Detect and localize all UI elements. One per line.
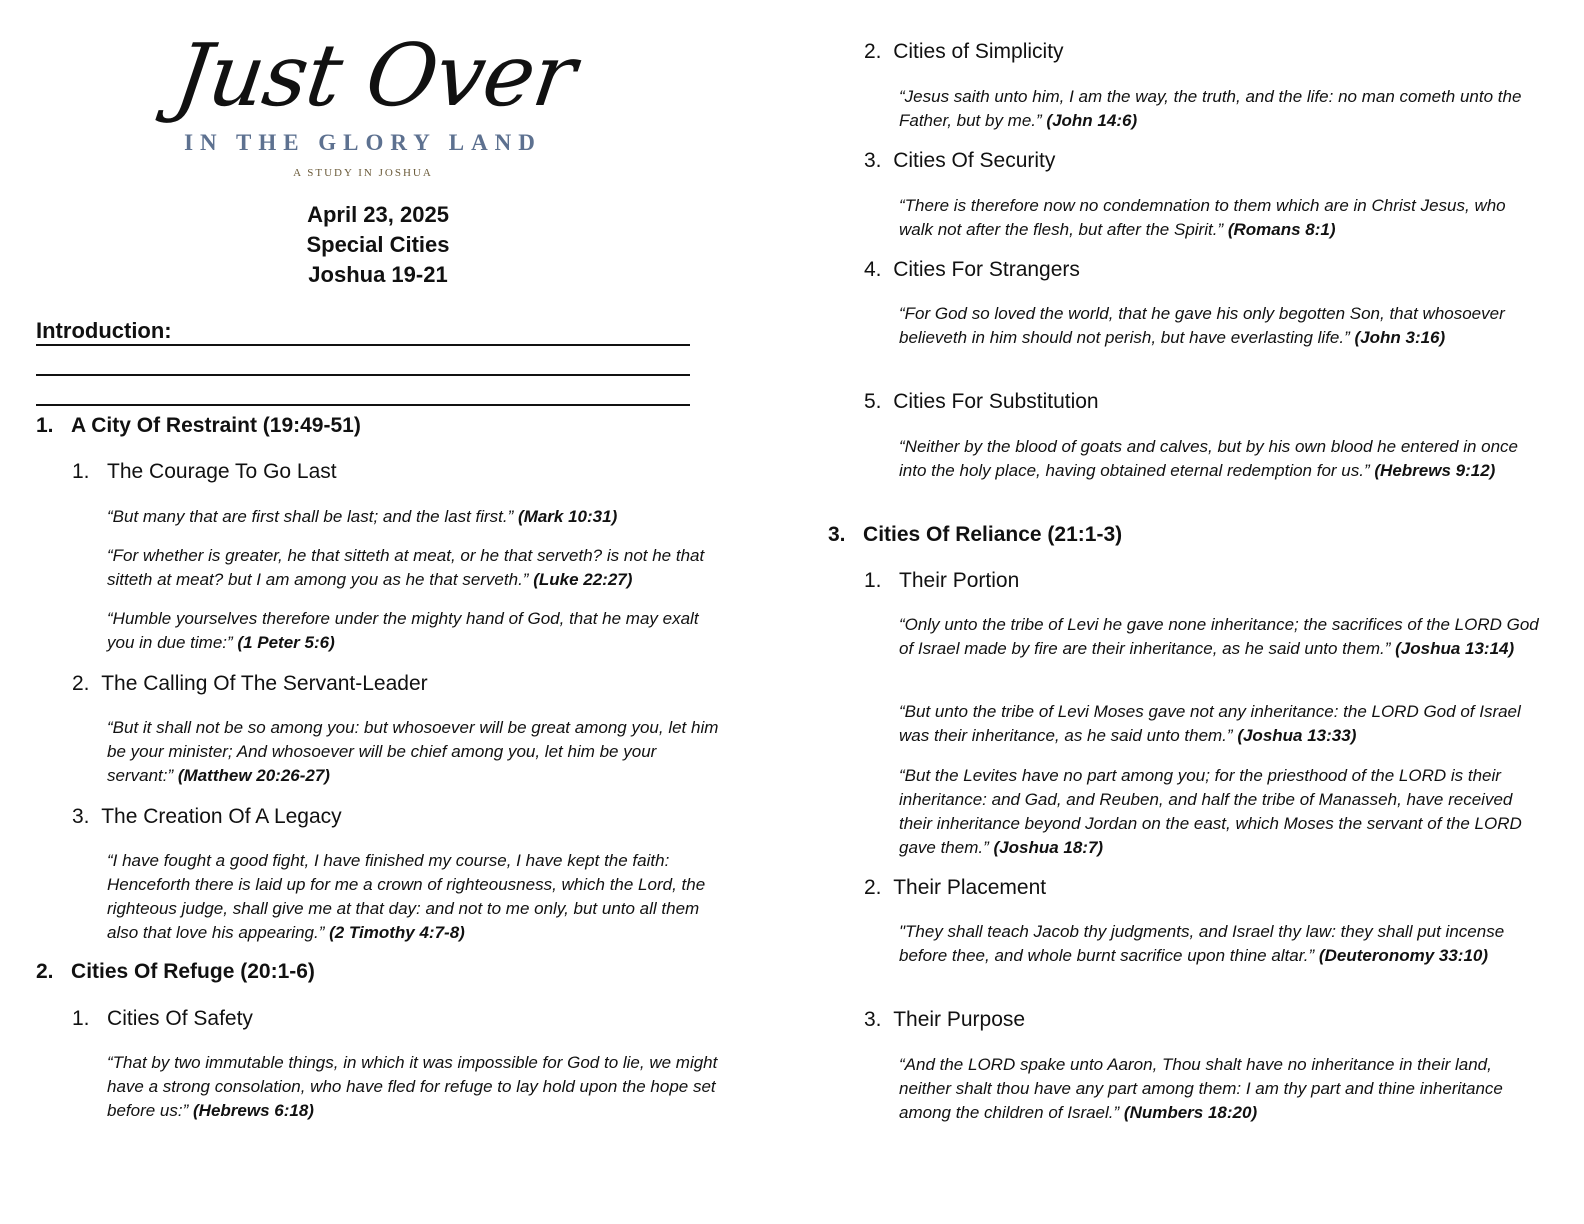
point-heading: 1. Cities Of Safety <box>72 1007 253 1030</box>
scripture-quote: “But unto the tribe of Levi Moses gave not any inheritance: the LORD God of Israel was their inheritance, as he said unto them.” (Joshua 13:33) <box>899 702 1521 745</box>
scripture-quote: “For whether is greater, he that sitteth at meat, or he that serveth? is not he that sitteth at meat? but I am among you as he that serveth.” (Luke 22:27) <box>107 546 705 589</box>
scripture-quote: “For God so loved the world, that he gave his only begotten Son, that whosoever believeth in him should not perish, but have everlasting life.” (John 3:16) <box>899 304 1505 347</box>
lesson-title: Special Cities <box>306 232 450 257</box>
scripture-reference: (Joshua 13:33) <box>1237 726 1357 745</box>
scripture-quote: “But many that are first shall be last; and the last first.” (Mark 10:31) <box>107 507 618 526</box>
scripture-quote: “Humble yourselves therefore under the mighty hand of God, that he may exalt you in due time:” (1 Peter 5:6) <box>107 609 699 652</box>
fill-in-line <box>36 404 690 406</box>
logo-subtitle: IN THE GLORY LAND <box>184 130 542 155</box>
fill-in-line <box>36 374 690 376</box>
section-heading: 3. Cities Of Reliance (21:1-3) <box>828 523 1123 546</box>
point-heading: 3. Cities Of Security <box>864 149 1056 172</box>
scripture-quote: “Neither by the blood of goats and calves, but by his own blood he entered in once into the holy place, having obtained eternal redemption for us.” (Hebrews 9:12) <box>899 437 1519 480</box>
scripture-quote: “But it shall not be so among you: but whosoever will be great among you, let him be your minister; And whosoever will be chief among you, let him be your servant:” (Matthew 20:26-27) <box>107 718 719 785</box>
scripture-reference: (Joshua 13:14) <box>1395 639 1515 658</box>
scripture-reference: (John 14:6) <box>1046 111 1138 130</box>
point-heading: 5. Cities For Substitution <box>864 390 1099 413</box>
point-heading: 2. Their Placement <box>864 876 1047 899</box>
scripture-quote: “But the Levites have no part among you; for the priesthood of the LORD is their inheritance: and Gad, and Reuben, and half the tribe of Manasseh, have received their inheritance beyond Jordan on the east, which Moses the servant of the LORD gave them.” (Joshua 18:7) <box>899 766 1522 857</box>
logo-script-title: Just Over <box>168 26 582 126</box>
scripture-reference: (Hebrews 9:12) <box>1374 461 1496 480</box>
scripture-reference: (Joshua 18:7) <box>993 838 1104 857</box>
scripture-reference: (Luke 22:27) <box>533 570 633 589</box>
scripture-reference: (Hebrews 6:18) <box>193 1101 314 1120</box>
point-heading: 4. Cities For Strangers <box>864 258 1080 281</box>
lesson-header <box>178 200 578 290</box>
scripture-reference: (1 Peter 5:6) <box>237 633 335 652</box>
scripture-reference: (Numbers 18:20) <box>1123 1103 1258 1122</box>
point-heading: 3. Their Purpose <box>864 1008 1026 1031</box>
scripture-quote: “There is therefore now no condemnation to them which are in Christ Jesus, who walk not after the flesh, but after the Spirit.” (Romans 8:1) <box>899 196 1506 239</box>
scripture-reference: (Matthew 20:26-27) <box>177 766 330 785</box>
section-heading: 1. A City Of Restraint (19:49-51) <box>36 414 361 437</box>
point-heading: 2. The Calling Of The Servant-Leader <box>72 672 428 695</box>
scripture-quote: “Only unto the tribe of Levi he gave none inheritance; the sacrifices of the LORD God of Israel made by fire are their inheritance, as he said unto them.” (Joshua 13:14) <box>899 615 1539 658</box>
logo-study-label: A STUDY IN JOSHUA <box>293 167 433 179</box>
lesson-passage: Joshua 19-21 <box>308 262 448 287</box>
point-heading: 2. Cities of Simplicity <box>864 40 1064 63</box>
fill-in-line <box>36 344 690 346</box>
scripture-quote: “Jesus saith unto him, I am the way, the truth, and the life: no man cometh unto the Father, but by me.” (John 14:6) <box>899 87 1522 130</box>
study-logo <box>130 26 630 188</box>
scripture-reference: (Romans 8:1) <box>1227 220 1336 239</box>
lesson-date: April 23, 2025 <box>307 202 449 227</box>
scripture-reference: (John 3:16) <box>1354 328 1446 347</box>
introduction-label: Introduction: <box>36 318 176 344</box>
scripture-reference: (Deuteronomy 33:10) <box>1318 946 1489 965</box>
scripture-quote: "They shall teach Jacob thy judgments, and Israel thy law: they shall put incense before thee, and whole burnt sacrifice upon thine altar.” (Deuteronomy 33:10) <box>899 922 1505 965</box>
introduction-blank <box>36 318 690 344</box>
scripture-reference: (Mark 10:31) <box>518 507 618 526</box>
point-heading: 1. Their Portion <box>864 569 1020 592</box>
point-heading: 1. The Courage To Go Last <box>72 460 337 483</box>
point-heading: 3. The Creation Of A Legacy <box>72 805 342 828</box>
scripture-reference: (2 Timothy 4:7-8) <box>329 923 465 942</box>
scripture-quote: “And the LORD spake unto Aaron, Thou shalt have no inheritance in their land, neither shalt thou have any part among them: I am thy part and thine inheritance among the children of Israel.” (Numbers 18:20) <box>899 1055 1503 1122</box>
scripture-quote: “That by two immutable things, in which it was impossible for God to lie, we might have a strong consolation, who have fled for refuge to lay hold upon the hope set before us:” (Hebrews 6:18) <box>107 1053 718 1120</box>
scripture-quote: “I have fought a good fight, I have finished my course, I have kept the faith: Henceforth there is laid up for me a crown of righteousness, which the Lord, the righteous judge, shall give me at that day: and not to me only, but unto all them also that love his appearing.” (2 Timothy 4:7-8) <box>107 851 706 942</box>
section-heading: 2. Cities Of Refuge (20:1-6) <box>36 960 315 983</box>
